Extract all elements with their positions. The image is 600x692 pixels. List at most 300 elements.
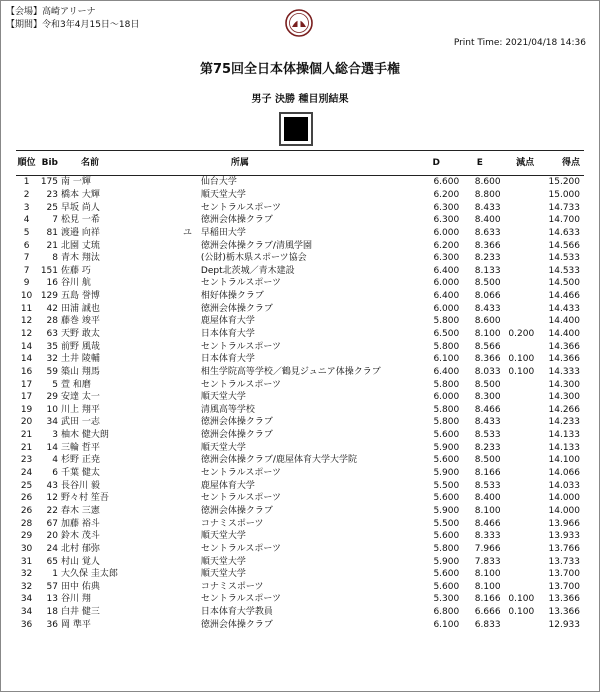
d-score-cell: 5.500 (433, 480, 460, 491)
e-score-cell: 8.466 (474, 518, 501, 529)
rank-cell: 10 (20, 291, 33, 302)
venue-label: 【会場】 (6, 7, 43, 17)
bib-cell: 43 (46, 480, 58, 491)
name-cell: 天野 敢太 (61, 329, 100, 339)
bib-cell: 57 (46, 581, 58, 592)
e-score-cell: 8.533 (474, 480, 501, 491)
penalty-cell (501, 581, 535, 594)
e-score-cell: 8.433 (474, 202, 501, 213)
d-score-cell: 5.800 (433, 341, 460, 352)
table-row (16, 353, 584, 366)
name-cell: 北園 丈琉 (61, 240, 100, 251)
penalty-cell (501, 290, 535, 303)
club-cell: Dept北茨城／青木建設 (200, 265, 295, 276)
bib-cell: 3 (52, 430, 58, 441)
d-score-cell: 6.100 (433, 354, 460, 365)
score-cell: 14.133 (548, 430, 580, 441)
period: 令和3年4月15日～18日 (42, 20, 140, 30)
club-cell: 日本体育大学 (200, 329, 255, 339)
score-cell: 14.300 (548, 379, 580, 390)
score-cell: 13.366 (548, 607, 580, 618)
club-cell: 徳洲会体操クラブ/鹿屋体育大学大学院 (200, 455, 357, 466)
rank-cell: 7 (23, 253, 30, 264)
penalty-cell (501, 264, 535, 277)
club-cell: セントラルスポーツ (200, 468, 282, 479)
name-cell: 安達 太一 (61, 392, 100, 403)
mark-cell (174, 429, 201, 442)
mark-cell (174, 543, 201, 556)
table-row (16, 530, 584, 543)
table-row (16, 543, 584, 556)
e-score-cell: 8.033 (474, 366, 501, 377)
mark-cell (174, 505, 201, 518)
header-name: 名前 (61, 151, 174, 176)
penalty-cell (501, 479, 535, 492)
venue: 高崎アリーナ (42, 7, 96, 17)
e-score-cell: 7.966 (474, 543, 501, 554)
score-cell: 13.700 (548, 581, 580, 592)
penalty-cell: 0.100 (508, 607, 535, 618)
score-cell: 14.566 (548, 240, 580, 251)
name-cell: 武田 一志 (61, 417, 100, 428)
d-score-cell: 5.800 (433, 379, 460, 390)
bib-cell: 81 (46, 227, 58, 238)
bib-cell: 6 (52, 468, 58, 479)
club-cell: 相好体操クラブ (200, 291, 264, 302)
mark-cell (174, 176, 201, 189)
name-cell: 白井 健三 (61, 607, 100, 618)
penalty-cell (501, 227, 535, 240)
name-cell: 村山 覚人 (61, 556, 100, 567)
bib-cell: 63 (46, 329, 58, 339)
mark-cell (174, 530, 201, 543)
d-score-cell: 5.500 (433, 518, 460, 529)
club-cell: (公財)栃木県スポーツ協会 (200, 253, 307, 264)
club-cell: 徳洲会体操クラブ (200, 430, 273, 441)
score-cell: 14.133 (548, 442, 580, 453)
mark-cell (174, 454, 201, 467)
name-cell: 北村 郁弥 (61, 543, 100, 554)
table-row (16, 505, 584, 518)
table-row (16, 315, 584, 328)
club-cell: 徳洲会体操クラブ (200, 215, 273, 226)
penalty-cell: 0.100 (508, 594, 535, 605)
bib-cell: 16 (46, 278, 58, 289)
penalty-cell (501, 530, 535, 543)
score-cell: 13.766 (548, 543, 580, 554)
table-row (16, 441, 584, 454)
rank-cell: 32 (20, 569, 33, 580)
rank-cell: 24 (20, 468, 33, 479)
mark-cell (174, 277, 201, 290)
penalty-cell (501, 214, 535, 227)
e-score-cell: 8.400 (474, 493, 501, 504)
penalty-cell (501, 302, 535, 315)
score-cell: 14.000 (548, 493, 580, 504)
d-score-cell: 6.000 (433, 227, 460, 238)
d-score-cell: 5.800 (433, 543, 460, 554)
club-cell: セントラルスポーツ (200, 379, 282, 390)
d-score-cell: 5.900 (433, 468, 460, 479)
e-score-cell: 8.100 (474, 329, 501, 339)
penalty-cell (501, 252, 535, 265)
e-score-cell: 8.500 (474, 455, 501, 466)
print-time (454, 38, 586, 48)
rank-cell: 26 (20, 505, 33, 516)
bib-cell: 7 (52, 215, 58, 226)
e-score-cell: 8.500 (474, 278, 501, 289)
name-cell: 谷川 翔 (61, 594, 91, 605)
rank-cell: 19 (20, 404, 33, 415)
penalty-cell (501, 517, 535, 530)
d-score-cell: 5.600 (433, 581, 460, 592)
d-score-cell: 5.800 (433, 404, 460, 415)
penalty-cell (501, 416, 535, 429)
rank-cell: 14 (20, 354, 33, 365)
score-cell: 14.366 (548, 341, 580, 352)
e-score-cell: 8.233 (474, 442, 501, 453)
score-cell: 13.366 (548, 594, 580, 605)
d-score-cell: 6.600 (433, 177, 460, 188)
bib-cell: 4 (52, 455, 58, 466)
table-row (16, 290, 584, 303)
rank-cell: 7 (23, 265, 30, 276)
name-cell: 土井 陵輔 (61, 354, 100, 365)
bib-cell: 151 (40, 265, 58, 276)
score-cell: 14.066 (548, 468, 580, 479)
table-row (16, 391, 584, 404)
header-blank (174, 151, 201, 176)
penalty-cell (501, 429, 535, 442)
bib-cell: 175 (40, 177, 58, 188)
name-cell: 築山 翔馬 (61, 366, 100, 377)
rank-cell: 2 (23, 189, 30, 200)
mark-cell (174, 416, 201, 429)
mark-cell (174, 378, 201, 391)
d-score-cell: 5.300 (433, 594, 460, 605)
e-score-cell: 8.100 (474, 569, 501, 580)
bib-cell: 1 (52, 569, 58, 580)
name-cell: 五島 誉博 (61, 291, 100, 302)
e-score-cell: 8.633 (474, 227, 501, 238)
penalty-cell (501, 543, 535, 556)
score-cell: 14.233 (548, 417, 580, 428)
name-cell: 加藤 裕斗 (61, 518, 100, 529)
table-row (16, 517, 584, 530)
name-cell: 渡邉 向祥 (61, 227, 100, 238)
table-row (16, 378, 584, 391)
table-row (16, 606, 584, 619)
bib-cell: 21 (46, 240, 58, 251)
penalty-cell (501, 315, 535, 328)
rank-cell: 16 (20, 366, 33, 377)
table-row (16, 593, 584, 606)
bib-cell: 12 (46, 493, 58, 504)
d-score-cell: 6.200 (433, 240, 460, 251)
score-cell: 14.100 (548, 455, 580, 466)
d-score-cell: 6.500 (433, 329, 460, 339)
event-meta (6, 6, 139, 32)
penalty-cell (501, 176, 535, 189)
e-score-cell: 8.600 (474, 177, 501, 188)
rank-cell: 34 (20, 607, 33, 618)
d-score-cell: 6.400 (433, 366, 460, 377)
bib-cell: 24 (46, 543, 58, 554)
rank-cell: 12 (20, 329, 33, 339)
table-header-row (16, 151, 584, 176)
penalty-cell (501, 340, 535, 353)
rank-cell: 17 (20, 392, 33, 403)
bib-cell: 29 (46, 392, 58, 403)
d-score-cell: 6.000 (433, 278, 460, 289)
print-time-value: 2021/04/18 14:36 (505, 38, 586, 48)
bib-cell: 36 (46, 619, 58, 630)
e-score-cell: 8.100 (474, 505, 501, 516)
penalty-cell (501, 189, 535, 202)
score-cell: 14.400 (548, 316, 580, 327)
penalty-cell (501, 277, 535, 290)
rank-cell: 30 (20, 543, 33, 554)
mark-cell (174, 581, 201, 594)
name-cell: 岡 準平 (61, 619, 91, 630)
score-cell: 14.033 (548, 480, 580, 491)
e-score-cell: 8.800 (474, 189, 501, 200)
table-row (16, 264, 584, 277)
e-score-cell: 8.466 (474, 404, 501, 415)
table-row (16, 201, 584, 214)
club-cell: セントラルスポーツ (200, 202, 282, 213)
rank-cell: 23 (20, 455, 33, 466)
name-cell: 田中 佑典 (61, 581, 100, 592)
mark-cell (174, 353, 201, 366)
d-score-cell: 6.300 (433, 215, 460, 226)
club-cell: 鹿屋体育大学 (200, 316, 255, 327)
score-cell: 14.300 (548, 392, 580, 403)
e-score-cell: 8.366 (474, 240, 501, 251)
bib-cell: 25 (46, 202, 58, 213)
d-score-cell: 6.000 (433, 303, 460, 314)
rank-cell: 21 (20, 430, 33, 441)
name-cell: 柚木 健大朗 (61, 430, 109, 441)
name-cell: 萱 和磨 (61, 379, 91, 390)
bib-cell: 67 (46, 518, 58, 529)
penalty-cell (501, 618, 535, 631)
name-cell: 橋本 大輝 (61, 189, 100, 200)
d-score-cell: 5.800 (433, 316, 460, 327)
d-score-cell: 5.600 (433, 569, 460, 580)
score-cell: 14.433 (548, 303, 580, 314)
club-cell: 順天堂大学 (200, 189, 246, 200)
mark-cell (174, 479, 201, 492)
table-row (16, 618, 584, 631)
d-score-cell: 5.600 (433, 430, 460, 441)
d-score-cell: 5.800 (433, 417, 460, 428)
mark-cell (174, 404, 201, 417)
table-row (16, 252, 584, 265)
penalty-cell (501, 555, 535, 568)
mark-cell (174, 517, 201, 530)
name-cell: 前野 風哉 (61, 341, 100, 352)
table-row (16, 568, 584, 581)
bib-cell: 65 (46, 556, 58, 567)
e-score-cell: 8.133 (474, 265, 501, 276)
e-score-cell: 8.433 (474, 417, 501, 428)
penalty-cell (501, 404, 535, 417)
bib-cell: 129 (40, 291, 58, 302)
mark-cell (174, 555, 201, 568)
e-score-cell: 8.600 (474, 316, 501, 327)
table-row (16, 467, 584, 480)
score-cell: 14.733 (548, 202, 580, 213)
rank-cell: 6 (23, 240, 30, 251)
club-cell: セントラルスポーツ (200, 543, 282, 554)
e-score-cell: 8.100 (474, 581, 501, 592)
club-cell: 順天堂大学 (200, 531, 246, 542)
d-score-cell: 6.200 (433, 189, 460, 200)
name-cell: 野々村 笙吾 (61, 493, 109, 504)
bib-cell: 59 (46, 366, 58, 377)
score-cell: 14.333 (548, 366, 580, 377)
mark-cell (174, 302, 201, 315)
rank-cell: 5 (23, 227, 30, 238)
d-score-cell: 6.400 (433, 265, 460, 276)
table-row (16, 214, 584, 227)
mark-cell (174, 441, 201, 454)
header-club: 所属 (201, 151, 413, 176)
score-cell: 14.633 (548, 227, 580, 238)
mark-cell (174, 290, 201, 303)
mark-cell (174, 467, 201, 480)
d-score-cell: 6.400 (433, 291, 460, 302)
table-row (16, 416, 584, 429)
federation-logo-icon (284, 8, 314, 38)
penalty-cell (501, 454, 535, 467)
table-row (16, 176, 584, 189)
table-row (16, 239, 584, 252)
d-score-cell: 6.100 (433, 619, 460, 630)
rank-cell: 25 (20, 480, 33, 491)
score-cell: 14.000 (548, 505, 580, 516)
penalty-cell: 0.200 (508, 329, 535, 339)
bib-cell: 23 (46, 189, 58, 200)
period-label: 【期間】 (6, 20, 43, 30)
penalty-cell (501, 568, 535, 581)
name-cell: 春木 三憲 (61, 505, 100, 516)
score-cell: 13.966 (548, 518, 580, 529)
bib-cell: 8 (52, 253, 58, 264)
club-cell: 徳洲会体操クラブ (200, 417, 273, 428)
name-cell: 大久保 圭太郎 (61, 569, 118, 580)
penalty-cell (501, 391, 535, 404)
page-subtitle: 男子 決勝 種目別結果 (251, 94, 349, 105)
rank-cell: 9 (23, 278, 30, 289)
mark-cell (174, 391, 201, 404)
name-cell: 三輪 哲平 (61, 442, 100, 453)
bib-cell: 18 (46, 607, 58, 618)
table-row (16, 429, 584, 442)
d-score-cell: 5.900 (433, 556, 460, 567)
table-row (16, 581, 584, 594)
apparatus-icon (279, 112, 313, 146)
mark-cell (174, 201, 201, 214)
header-penalty: 減点 (501, 151, 535, 176)
name-cell: 南 一輝 (61, 177, 91, 188)
e-score-cell: 7.833 (474, 556, 501, 567)
mark-cell (174, 214, 201, 227)
club-cell: 日本体育大学 (200, 354, 255, 365)
rank-cell: 4 (23, 215, 30, 226)
table-row (16, 479, 584, 492)
rank-cell: 34 (20, 594, 33, 605)
mark-cell (174, 618, 201, 631)
name-cell: 田浦 誠也 (61, 303, 100, 314)
bib-cell: 34 (46, 417, 58, 428)
mark-cell (174, 252, 201, 265)
bib-cell: 10 (46, 404, 58, 415)
club-cell: セントラルスポーツ (200, 493, 282, 504)
club-cell: 徳洲会体操クラブ (200, 505, 273, 516)
club-cell: コナミスポーツ (200, 518, 264, 529)
name-cell: 藤巻 竣平 (61, 316, 100, 327)
page-title: 第75回全日本体操個人総合選手権 (199, 62, 401, 77)
bib-cell: 13 (46, 594, 58, 605)
penalty-cell (501, 492, 535, 505)
name-cell: 長谷川 毅 (61, 480, 100, 491)
club-cell: 徳洲会体操クラブ (200, 303, 273, 314)
mark-cell (174, 366, 201, 379)
bib-cell: 28 (46, 316, 58, 327)
club-cell: 順天堂大学 (200, 392, 246, 403)
mark-cell (174, 239, 201, 252)
club-cell: 鹿屋体育大学 (200, 480, 255, 491)
bib-cell: 35 (46, 341, 58, 352)
e-score-cell: 6.833 (474, 619, 501, 630)
rank-cell: 14 (20, 341, 33, 352)
e-score-cell: 8.166 (474, 594, 501, 605)
club-cell: コナミスポーツ (200, 581, 264, 592)
d-score-cell: 5.900 (433, 505, 460, 516)
club-cell: セントラルスポーツ (200, 278, 282, 289)
club-cell: 順天堂大学 (200, 556, 246, 567)
e-score-cell: 8.066 (474, 291, 501, 302)
name-cell: 千葉 健太 (61, 468, 100, 479)
club-cell: 徳洲会体操クラブ (200, 619, 273, 630)
penalty-cell (501, 378, 535, 391)
penalty-cell: 0.100 (508, 366, 535, 377)
club-cell: 仙台大学 (200, 177, 237, 188)
rank-cell: 28 (20, 518, 33, 529)
bib-cell: 42 (46, 303, 58, 314)
e-score-cell: 8.500 (474, 379, 501, 390)
e-score-cell: 8.400 (474, 215, 501, 226)
rank-cell: 31 (20, 556, 33, 567)
mark-cell (174, 264, 201, 277)
e-score-cell: 8.566 (474, 341, 501, 352)
mark-cell (174, 568, 201, 581)
bib-cell: 5 (52, 379, 58, 390)
name-cell: 松見 一希 (61, 215, 100, 226)
mark-cell: ユ (183, 227, 193, 238)
table-row (16, 328, 584, 341)
mark-cell (174, 328, 201, 341)
e-score-cell: 8.300 (474, 392, 501, 403)
table-row (16, 227, 584, 240)
club-cell: セントラルスポーツ (200, 594, 282, 605)
d-score-cell: 5.900 (433, 442, 460, 453)
bib-cell: 14 (46, 442, 58, 453)
rank-cell: 26 (20, 493, 33, 504)
score-cell: 14.533 (548, 265, 580, 276)
